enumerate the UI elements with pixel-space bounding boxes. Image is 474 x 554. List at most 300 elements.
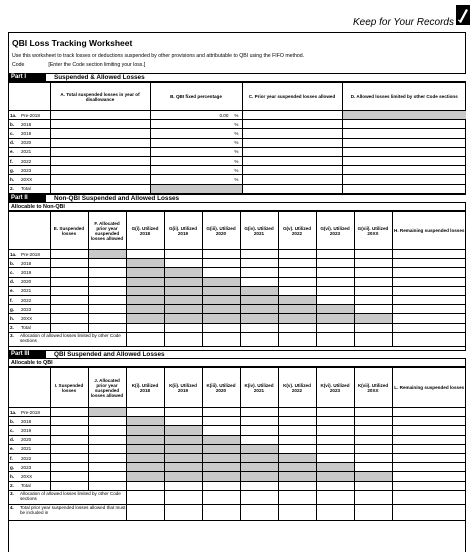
- line-number: 3.: [8, 332, 18, 346]
- part3-cell[interactable]: [126, 408, 164, 417]
- part3-cell[interactable]: [50, 444, 88, 453]
- part1-cell[interactable]: [50, 175, 150, 184]
- part2-cell[interactable]: [354, 332, 392, 346]
- part3-cell: [202, 444, 240, 453]
- part3-row: [8, 426, 466, 435]
- part3-cell[interactable]: [88, 453, 126, 462]
- part3-cell: [164, 453, 202, 462]
- part3-cell[interactable]: [278, 444, 316, 453]
- part2-row: [8, 286, 466, 295]
- part3-cell[interactable]: [392, 504, 466, 520]
- part2-cell[interactable]: [50, 305, 88, 314]
- part2-cell[interactable]: [50, 314, 88, 323]
- part3-row-4.: [8, 504, 466, 520]
- col-c: C. Prior year suspended losses allowed: [242, 83, 342, 111]
- part1-cell[interactable]: [150, 147, 242, 156]
- part2-cell[interactable]: [278, 332, 316, 346]
- part2-cell[interactable]: [50, 268, 88, 277]
- part3-cell: [278, 472, 316, 481]
- part2-cell[interactable]: [202, 332, 240, 346]
- part3-cell: [88, 408, 126, 417]
- part1-row: [8, 166, 466, 175]
- part2-cell: [126, 314, 164, 323]
- part3-cell[interactable]: [392, 435, 466, 444]
- part2-cell[interactable]: [202, 250, 240, 259]
- part1-cell[interactable]: [242, 120, 342, 129]
- part2-cell[interactable]: [202, 323, 240, 332]
- part2-cell[interactable]: [278, 259, 316, 268]
- part1-cell[interactable]: [342, 129, 466, 138]
- part1-cell[interactable]: [150, 175, 242, 184]
- part3-cell[interactable]: [392, 426, 466, 435]
- part2-cell: [202, 277, 240, 286]
- part2-cell[interactable]: [240, 268, 278, 277]
- part3-cell: [202, 472, 240, 481]
- part3-header: [8, 350, 466, 359]
- part1-cell[interactable]: [50, 111, 150, 120]
- part3-subtitle: Allocable to QBI: [8, 359, 466, 367]
- part1-cell[interactable]: [50, 120, 150, 129]
- part3-cell[interactable]: [88, 435, 126, 444]
- row-label: 2022: [18, 156, 50, 165]
- part3-cell[interactable]: [240, 504, 278, 520]
- line-number: 4.: [8, 504, 18, 520]
- row-label: Pre-2018: [18, 408, 50, 417]
- part3-row: [8, 435, 466, 444]
- part3-cell[interactable]: [354, 463, 392, 472]
- keep-for-records: Keep for Your Records: [353, 17, 454, 28]
- part3-cell: [164, 472, 202, 481]
- part1-cell[interactable]: [342, 166, 466, 175]
- part2-cell[interactable]: [392, 295, 466, 304]
- part2-cell: [164, 314, 202, 323]
- row-label: 2023: [18, 305, 50, 314]
- part2-cell[interactable]: [164, 250, 202, 259]
- part2-cell[interactable]: [354, 286, 392, 295]
- part3-cell: [202, 463, 240, 472]
- part3-cell[interactable]: [278, 426, 316, 435]
- part3-cell[interactable]: [392, 472, 466, 481]
- part1-cell[interactable]: [242, 129, 342, 138]
- part2-cell[interactable]: [126, 332, 164, 346]
- part3-cell[interactable]: [278, 435, 316, 444]
- part2-row: [8, 277, 466, 286]
- part3-cell[interactable]: [202, 481, 240, 490]
- part3-cell[interactable]: [88, 426, 126, 435]
- row-label: 2021: [18, 286, 50, 295]
- part3-cell[interactable]: [278, 408, 316, 417]
- part2-row: [8, 323, 466, 332]
- part2-cell[interactable]: [240, 259, 278, 268]
- part1-cell[interactable]: [50, 129, 150, 138]
- part3-cell[interactable]: [354, 481, 392, 490]
- part2-cell[interactable]: [50, 286, 88, 295]
- part3-cell[interactable]: [88, 481, 126, 490]
- part2-cell[interactable]: [202, 259, 240, 268]
- row-label: 2021: [18, 444, 50, 453]
- part2-cell[interactable]: [354, 295, 392, 304]
- part3-cell[interactable]: [50, 481, 88, 490]
- part2-cell[interactable]: [50, 323, 88, 332]
- part3-col-0: I. Suspended losses: [50, 368, 88, 408]
- part3-cell[interactable]: [202, 426, 240, 435]
- part3-row-3.: [8, 490, 466, 504]
- line-number: e.: [8, 444, 18, 453]
- part2-cell[interactable]: [164, 332, 202, 346]
- part1-cell[interactable]: [150, 120, 242, 129]
- part2-cell: [202, 295, 240, 304]
- row-label: 2018: [18, 259, 50, 268]
- line-number: b.: [8, 259, 18, 268]
- part1-cell[interactable]: [50, 184, 150, 193]
- part3-col-4: K(iii). Utilized 2020: [202, 368, 240, 408]
- part1-cell[interactable]: [342, 120, 466, 129]
- part1-cell[interactable]: [342, 175, 466, 184]
- part2-cell: [240, 305, 278, 314]
- part1-cell[interactable]: [150, 129, 242, 138]
- part3-cell[interactable]: [316, 426, 354, 435]
- part3-cell[interactable]: [278, 481, 316, 490]
- part3-line-line3: Allocation of allowed losses limited by other Code sections: [18, 490, 126, 504]
- code-field[interactable]: [Enter the Code section limiting your loss.]: [48, 62, 146, 68]
- part2-cell: [278, 305, 316, 314]
- part3-cell[interactable]: [392, 453, 466, 462]
- part1-cell[interactable]: [242, 138, 342, 147]
- part2-cell[interactable]: [278, 268, 316, 277]
- part2-line-line3: Allocation of allowed losses limited by other Code sections: [18, 332, 126, 346]
- part3-cell: [126, 444, 164, 453]
- part1-row: [8, 111, 466, 120]
- part3-cell[interactable]: [126, 481, 164, 490]
- part2-row-3.: [8, 332, 466, 346]
- part3-cell[interactable]: [164, 490, 202, 504]
- part3-col-8: K(vii). Utilized 20XX: [354, 368, 392, 408]
- part3-cell[interactable]: [278, 417, 316, 426]
- part3-cell[interactable]: [316, 408, 354, 417]
- row-label: Total: [18, 323, 50, 332]
- part3-cell[interactable]: [50, 417, 88, 426]
- part2-cell[interactable]: [354, 259, 392, 268]
- part2-cell[interactable]: [88, 314, 126, 323]
- part2-cell[interactable]: [354, 268, 392, 277]
- part2-cell[interactable]: [240, 250, 278, 259]
- line-number: b.: [8, 417, 18, 426]
- part3-cell[interactable]: [392, 408, 466, 417]
- part2-row: [8, 314, 466, 323]
- part3-cell[interactable]: [88, 444, 126, 453]
- row-label: 20XX: [18, 472, 50, 481]
- line-number: d.: [8, 277, 18, 286]
- part3-cell[interactable]: [316, 504, 354, 520]
- part2-cell[interactable]: [392, 259, 466, 268]
- part1-cell[interactable]: [242, 147, 342, 156]
- part1-cell[interactable]: [150, 166, 242, 175]
- line-number: 2.: [8, 184, 18, 193]
- part1-cell[interactable]: [342, 184, 466, 193]
- part3-cell[interactable]: [392, 444, 466, 453]
- part1-cell[interactable]: [50, 138, 150, 147]
- part2-row: [8, 250, 466, 259]
- part2-cell[interactable]: [88, 323, 126, 332]
- part3-cell[interactable]: [50, 463, 88, 472]
- part1-cell[interactable]: [150, 156, 242, 165]
- line-number: d.: [8, 138, 18, 147]
- part3-row: [8, 444, 466, 453]
- part3-cell: [126, 435, 164, 444]
- part2-cell: [354, 314, 392, 323]
- line-number: d.: [8, 435, 18, 444]
- part2-cell[interactable]: [240, 277, 278, 286]
- part3-cell[interactable]: [202, 417, 240, 426]
- part3-cell: [126, 426, 164, 435]
- part3-cell[interactable]: [88, 472, 126, 481]
- part1-cell[interactable]: [242, 166, 342, 175]
- part2-cell: [202, 286, 240, 295]
- part3-cell[interactable]: [316, 417, 354, 426]
- part1-cell[interactable]: [242, 111, 342, 120]
- part1-cell[interactable]: [150, 111, 242, 120]
- line-number: 3.: [8, 490, 18, 504]
- part1-cell[interactable]: [150, 138, 242, 147]
- part2-cell[interactable]: [88, 277, 126, 286]
- row-label: 2019: [18, 268, 50, 277]
- part1-title: Suspended & Allowed Losses: [54, 74, 145, 81]
- part3-col-9: L. Remaining suspended losses: [392, 368, 466, 408]
- percent-sign: %: [234, 158, 239, 164]
- part3-cell: [164, 463, 202, 472]
- part2-cell[interactable]: [316, 268, 354, 277]
- line-number: h.: [8, 175, 18, 184]
- part2-row: [8, 259, 466, 268]
- part3-cell[interactable]: [240, 435, 278, 444]
- line-number: f.: [8, 295, 18, 304]
- part2-cell[interactable]: [392, 305, 466, 314]
- part3-cell: [278, 453, 316, 462]
- part2-cell[interactable]: [88, 268, 126, 277]
- part2-cell[interactable]: [316, 323, 354, 332]
- line-number: h.: [8, 472, 18, 481]
- part3-col-6: K(v). Utilized 2022: [278, 368, 316, 408]
- part2-cell[interactable]: [316, 295, 354, 304]
- row-label: Pre-2018: [18, 111, 50, 120]
- part3-cell[interactable]: [354, 435, 392, 444]
- part2-cell[interactable]: [392, 268, 466, 277]
- part2-cell[interactable]: [50, 250, 88, 259]
- part2-col-2: G(i). Utilized 2018: [126, 212, 164, 250]
- row-label: Total: [18, 184, 50, 193]
- part3-cell[interactable]: [392, 463, 466, 472]
- part2-header: [8, 194, 466, 203]
- part3-cell[interactable]: [354, 426, 392, 435]
- part3-cell[interactable]: [392, 490, 466, 504]
- part2-cell[interactable]: [392, 332, 466, 346]
- part2-cell[interactable]: [278, 250, 316, 259]
- line-number: h.: [8, 314, 18, 323]
- part2-cell[interactable]: [88, 295, 126, 304]
- part2-cell[interactable]: [240, 332, 278, 346]
- part2-cell[interactable]: [354, 305, 392, 314]
- part3-cell[interactable]: [354, 417, 392, 426]
- part3-cell[interactable]: [316, 490, 354, 504]
- part3-cell[interactable]: [88, 417, 126, 426]
- part3-cell[interactable]: [50, 435, 88, 444]
- part3-row: [8, 472, 466, 481]
- part3-cell: [278, 463, 316, 472]
- part2-cell: [164, 305, 202, 314]
- part2-col-8: G(vii). Utilized 20XX: [354, 212, 392, 250]
- part2-cell[interactable]: [392, 286, 466, 295]
- line-number: c.: [8, 129, 18, 138]
- part3-cell[interactable]: [88, 463, 126, 472]
- part3-cell[interactable]: [164, 417, 202, 426]
- part3-cell[interactable]: [354, 444, 392, 453]
- part3-cell[interactable]: [126, 504, 164, 520]
- line-number: c.: [8, 426, 18, 435]
- part2-cell[interactable]: [88, 286, 126, 295]
- part2-cell[interactable]: [354, 277, 392, 286]
- part3-cell[interactable]: [354, 408, 392, 417]
- part3-cell[interactable]: [316, 444, 354, 453]
- part2-cell[interactable]: [316, 286, 354, 295]
- part3-row: [8, 417, 466, 426]
- part1-row: [8, 138, 466, 147]
- part3-cell[interactable]: [240, 417, 278, 426]
- part2-cell[interactable]: [392, 277, 466, 286]
- part1-cell[interactable]: [342, 138, 466, 147]
- part3-cell[interactable]: [164, 408, 202, 417]
- part1-row: [8, 184, 466, 193]
- part3-cell[interactable]: [126, 490, 164, 504]
- part3-cell[interactable]: [354, 453, 392, 462]
- part1-cell[interactable]: [242, 156, 342, 165]
- part3-cell[interactable]: [278, 504, 316, 520]
- line-number: c.: [8, 268, 18, 277]
- part2-col-4: G(iii). Utilized 2020: [202, 212, 240, 250]
- part1-cell[interactable]: [242, 184, 342, 193]
- part3-cell[interactable]: [392, 417, 466, 426]
- part2-cell[interactable]: [88, 259, 126, 268]
- part3-cell[interactable]: [50, 472, 88, 481]
- part2-cell[interactable]: [164, 259, 202, 268]
- part3-cell: [316, 463, 354, 472]
- line-number: b.: [8, 120, 18, 129]
- part1-cell[interactable]: [50, 166, 150, 175]
- row-label: 2018: [18, 120, 50, 129]
- part2-cell[interactable]: [278, 277, 316, 286]
- part3-cell: [202, 453, 240, 462]
- percent-sign: %: [234, 130, 239, 136]
- part3-line-line4: Total prior year suspended losses allowed that must be included in: [18, 504, 126, 520]
- part2-cell[interactable]: [126, 323, 164, 332]
- part3-cell[interactable]: [50, 408, 88, 417]
- part1-cell[interactable]: [342, 147, 466, 156]
- part2-cell: [126, 305, 164, 314]
- part2-cell: [126, 268, 164, 277]
- part2-cell[interactable]: [392, 314, 466, 323]
- part2-col-9: H. Remaining suspended losses: [392, 212, 466, 250]
- part2-cell: [126, 259, 164, 268]
- part3-cell[interactable]: [202, 408, 240, 417]
- part1-row: [8, 156, 466, 165]
- part2-cell[interactable]: [240, 323, 278, 332]
- code-label: Code: [12, 62, 25, 68]
- part3-cell[interactable]: [202, 490, 240, 504]
- part2-subtitle: Allocable to Non-QBI: [8, 203, 466, 211]
- col-a: A. Total suspended losses in year of disallowance: [50, 83, 150, 111]
- part2-cell[interactable]: [316, 259, 354, 268]
- line-number: f.: [8, 453, 18, 462]
- line-number: 2.: [8, 481, 18, 490]
- part2-cell[interactable]: [164, 323, 202, 332]
- part3-cell[interactable]: [392, 481, 466, 490]
- part1-cell[interactable]: [342, 156, 466, 165]
- part3-cell[interactable]: [316, 453, 354, 462]
- part3-cell[interactable]: [202, 504, 240, 520]
- part2-cell[interactable]: [50, 277, 88, 286]
- part3-cell[interactable]: [316, 435, 354, 444]
- part1-tag: Part I: [8, 74, 46, 81]
- row-label: 2022: [18, 453, 50, 462]
- part3-cell: [126, 417, 164, 426]
- part2-cell: [126, 286, 164, 295]
- part1-cell[interactable]: [50, 147, 150, 156]
- part2-cell: [240, 286, 278, 295]
- part2-cell[interactable]: [316, 277, 354, 286]
- row-label: 2020: [18, 138, 50, 147]
- part3-col-5: K(iv). Utilized 2021: [240, 368, 278, 408]
- pen-icon: [456, 5, 470, 25]
- part2-cell[interactable]: [88, 305, 126, 314]
- part3-cell[interactable]: [240, 408, 278, 417]
- part3-cell[interactable]: [316, 481, 354, 490]
- part3-cell[interactable]: [240, 490, 278, 504]
- part2-cell[interactable]: [278, 286, 316, 295]
- part2-cell[interactable]: [354, 250, 392, 259]
- part3-cell[interactable]: [354, 490, 392, 504]
- part3-cell[interactable]: [240, 481, 278, 490]
- part3-cell: [126, 463, 164, 472]
- part2-cell: [164, 268, 202, 277]
- part2-cell[interactable]: [392, 323, 466, 332]
- part3-cell[interactable]: [164, 504, 202, 520]
- part2-col-6: G(v). Utilized 2022: [278, 212, 316, 250]
- part3-cell[interactable]: [354, 504, 392, 520]
- part2-cell[interactable]: [354, 323, 392, 332]
- part2-cell[interactable]: [316, 332, 354, 346]
- part2-cell[interactable]: [202, 268, 240, 277]
- part2-cell[interactable]: [50, 295, 88, 304]
- part2-cell[interactable]: [316, 250, 354, 259]
- part2-cell[interactable]: [50, 259, 88, 268]
- part3-cell[interactable]: [164, 481, 202, 490]
- part3-cell[interactable]: [50, 453, 88, 462]
- part3-cell[interactable]: [240, 426, 278, 435]
- part2-cell: [240, 295, 278, 304]
- part2-cell[interactable]: [392, 250, 466, 259]
- part3-col-2: K(i). Utilized 2018: [126, 368, 164, 408]
- part2-cell: [316, 314, 354, 323]
- part1-cell: [150, 184, 242, 193]
- part2-cell[interactable]: [278, 323, 316, 332]
- row-label: 2023: [18, 463, 50, 472]
- part3-cell[interactable]: [278, 490, 316, 504]
- part1-cell[interactable]: [242, 175, 342, 184]
- line-number: g.: [8, 305, 18, 314]
- part3-cell[interactable]: [50, 426, 88, 435]
- part1-cell[interactable]: [50, 156, 150, 165]
- percent-sign: %: [234, 140, 239, 146]
- part2-cell[interactable]: [126, 250, 164, 259]
